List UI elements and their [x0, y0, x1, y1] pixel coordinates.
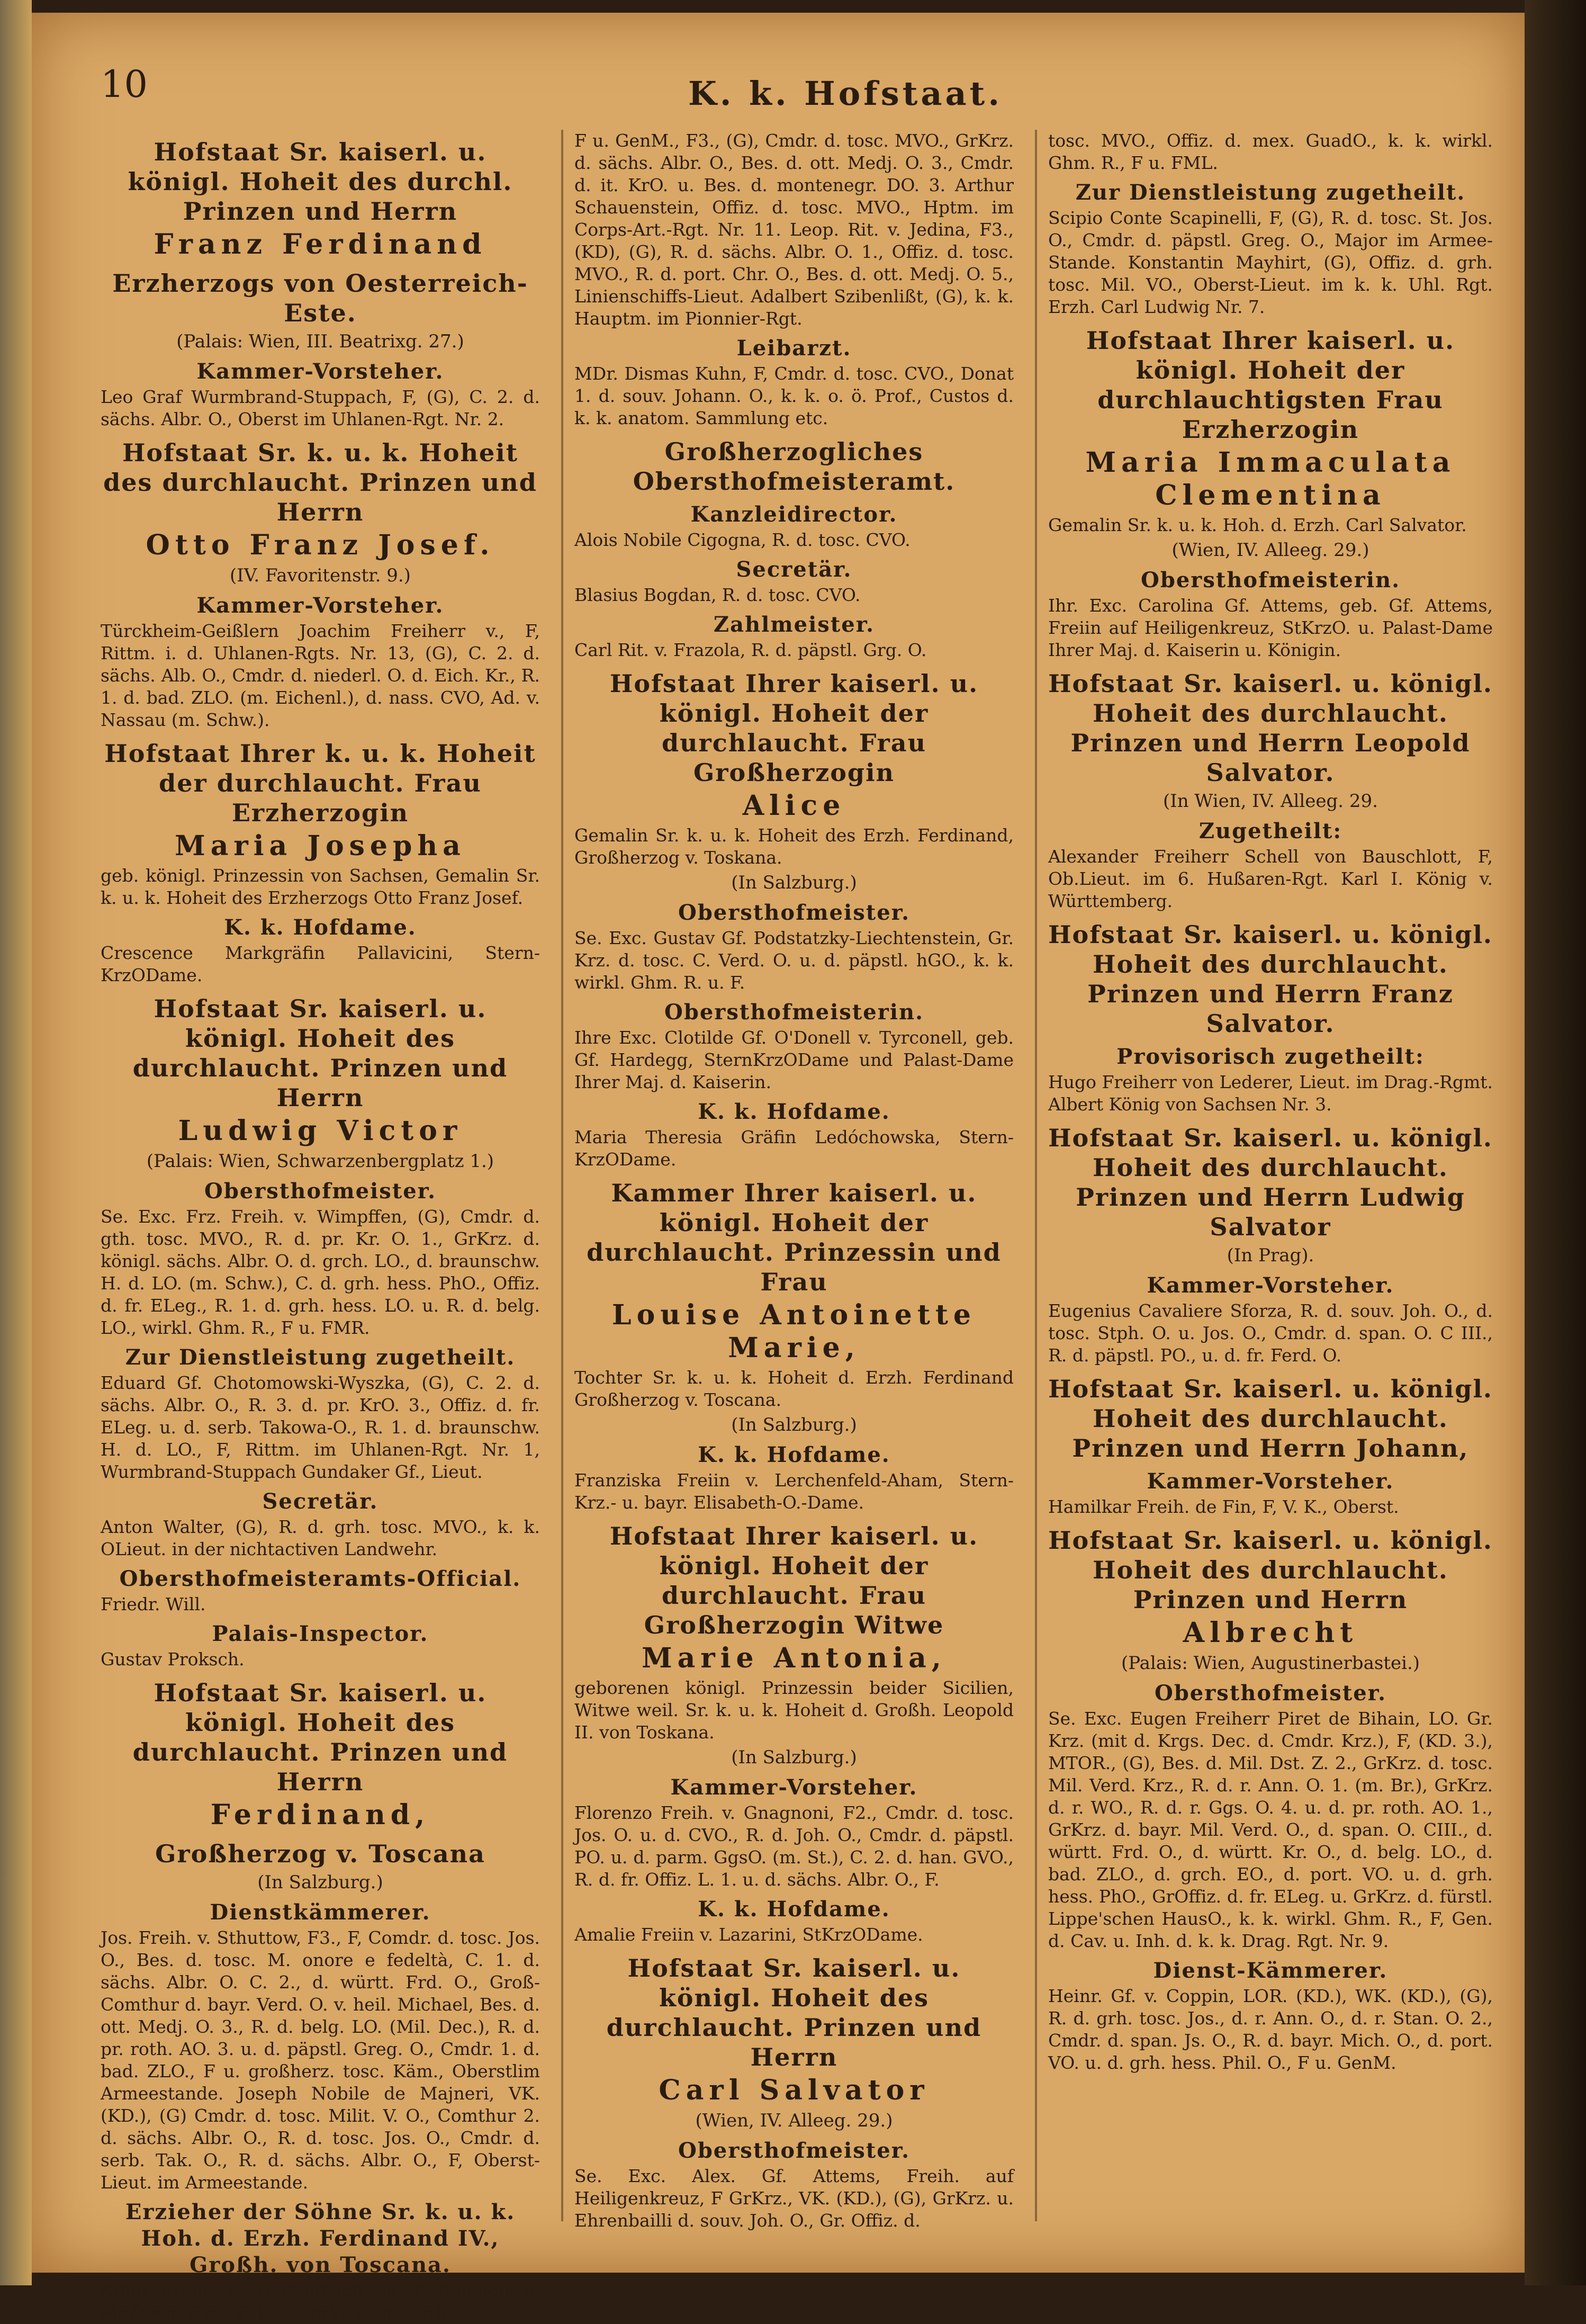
entry-text: Jos. Freih. v. Sthuttow, F3., F, Comdr. d. tosc. Jos. O., Bes. d. tosc. M. onore e fedeltà, C. 1. d. sächs. Albr. O. C. 2., d. württ. Frd. O., Groß-Comthur d. bayr. Verd. O. v. heil. Michael, Bes. d. ott. Medj. O. 3., R. d. belg. LO. (Mil. Dec.), R. d. pr. roth. AO. 3. u. d. päpstl. Greg. O., Cmdr. 1. d. bad. ZLO., F u. großherz. tosc. Käm., Oberstlim Armeestande. Joseph Nobile de Majneri, VK. (KD.), (G) Cmdr. d. tosc. Milit. V. O., Comthur 2. d. sächs. Albr. O., R. d. tosc. Jos. O., Cmdr. d. serb. Tak. O., R. d. sächs. Albr. O., F, Oberst-Lieut. im Armeestande.	[101, 1927, 540, 2193]
office-title: Obersthofmeister.	[678, 900, 911, 925]
office-title: Dienst-Kämmerer.	[1153, 1958, 1388, 1983]
section-heading: Hofstaat Ihrer kaiserl. u. königl. Hoheit der durchlaucht. Frau Großherzogin	[609, 669, 979, 787]
entry-text: MDr. Dismas Kuhn, F, Cmdr. d. tosc. CVO., Donat 1. d. souv. Johann. O., k. k. o. ö. Prof., Custos d. k. k. anatom. Sammlung etc.	[574, 363, 1014, 428]
entry-text: Se. Exc. Alex. Gf. Attems, Freih. auf Heiligenkreuz, F GrKrz., VK. (KD.), (G), GrKrz. u. Ehrenbailli d. souv. Joh. O., Gr. Offiz. d.	[574, 2166, 1014, 2231]
office-title: Kanzleidirector.	[690, 502, 898, 527]
office-title: Kammer-Vorsteher.	[196, 359, 444, 384]
office-title: Palais-Inspector.	[212, 1621, 429, 1646]
page-edge	[1525, 0, 1586, 2285]
person-name: Franz Ferdinand	[154, 228, 487, 261]
section-heading: Hofstaat Sr. kaiserl. u. königl. Hoheit des durchlaucht. Prinzen und Herrn Franz Salvator.	[1048, 920, 1493, 1038]
entry-text: Amalie Freiin v. Lazarini, StKrzODame.	[574, 1924, 923, 1945]
office-title: Zur Dienstleistung zugetheilt.	[1075, 180, 1466, 205]
page-number: 10	[101, 62, 148, 106]
address-line: (Palais: Wien, Augustinerbastei.)	[1121, 1653, 1420, 1674]
column-rule	[1035, 130, 1037, 2221]
office-title: K. k. Hofdame.	[698, 1897, 890, 1922]
entry-text: Heinr. Gf. v. Coppin, LOR. (KD.), WK. (KD.), (G), R. d. grh. tosc. Jos., d. r. Ann. O., d. r. Stan. O. 2., Cmdr. d. span. Js. O., R. d. bayr. Mich. O., d. port. VO. u. d. grh. hess. Phil. O., F u. GenM.	[1048, 1986, 1493, 2073]
entry-text: Carl Rit. v. Frazola, R. d. päpstl. Grg. O.	[574, 640, 927, 660]
section-heading: Hofstaat Ihrer kaiserl. u. königl. Hoheit der durchlaucht. Frau Großherzogin Witwe	[609, 1522, 979, 1639]
column-2	[574, 130, 1014, 2232]
person-name: Ludwig Victor	[178, 1115, 463, 1147]
entry-text: Anton Walter, (G), R. d. grh. tosc. MVO., k. k. OLieut. in der nichtactiven Landwehr.	[101, 1517, 540, 1559]
entry-text: Friedr. Will.	[101, 1594, 206, 1614]
address-line: (Palais: Wien, III. Beatrixg. 27.)	[176, 331, 464, 352]
office-title: Obersthofmeisterin.	[1141, 568, 1400, 593]
entry-text: Scipio Conte Scapinelli, F, (G), R. d. tosc. St. Jos. O., Cmdr. d. päpstl. Greg. O., Major im Armee-Stande. Konstantin Mayhirt, (G), Offiz. d. grh. tosc. Mil. VO., Oberst-Lieut. im k. k. Uhl. Rgt. Erzh. Carl Ludwig Nr. 7.	[1048, 208, 1493, 317]
address-line: (Wien, IV. Alleeg. 29.)	[1172, 540, 1369, 561]
column-rule	[561, 130, 563, 2221]
section-heading: Hofstaat Sr. kaiserl. u. königl. Hoheit des durchl. Prinzen und Herrn	[128, 138, 513, 226]
person-name: Maria Josepha	[175, 830, 466, 862]
person-name: Albrecht	[1183, 1617, 1358, 1649]
section-heading: Kammer Ihrer kaiserl. u. königl. Hoheit der durchlaucht. Prinzessin und Frau	[587, 1179, 1002, 1296]
entry-text: Ihre Exc. Clotilde Gf. O'Donell v. Tyrconell, geb. Gf. Hardegg, SternKrzODame und Palast-Dame Ihrer Maj. d. Kaiserin.	[574, 1027, 1014, 1092]
column-3	[1048, 130, 1493, 2232]
office-title: Obersthofmeisteramts-Official.	[119, 1566, 521, 1591]
entry-text: Eduard Gf. Chotomowski-Wyszka, (G), C. 2. d. sächs. Albr. O., R. 3. d. pr. KrO. 3., Offiz. d. fr. ELeg. u. d. serb. Takowa-O., R. 1. d. braunschw. H. d. LO., F, Rittm. im Uhlanen-Rgt. Nr. 1, Wurmbrand-Stuppach Gundaker Gf., Lieut.	[101, 1372, 540, 1482]
address-line: (Palais: Wien, Schwarzenbergplatz 1.)	[146, 1151, 494, 1172]
address-line: (Wien, IV. Alleeg. 29.)	[695, 2110, 893, 2131]
address-line: (In Salzburg.)	[257, 1872, 383, 1893]
office-title: Zugetheilt:	[1198, 819, 1342, 844]
section-heading: Hofstaat Sr. kaiserl. u. königl. Hoheit des durchlaucht. Prinzen und Herrn Johann,	[1048, 1375, 1493, 1462]
entry-text: Albin Freih. v. Teuffenbach zu Tiefenbach u. Maßweg, Exc., F, k. k. wirkl. Geh.-Rath,	[101, 2280, 540, 2323]
section-heading: Hofstaat Sr. kaiserl. u. königl. Hoheit des durchlaucht. Prinzen und Herrn	[132, 1679, 508, 1796]
address-line: (In Salzburg.)	[731, 872, 857, 893]
office-title: Obersthofmeister.	[1154, 1681, 1387, 1706]
entry-text: Gemalin Sr. k. u. k. Hoheit des Erzh. Ferdinand, Großherzog v. Toskana.	[574, 825, 1014, 868]
office-title: Obersthofmeister.	[204, 1179, 437, 1204]
section-heading: Hofstaat Sr. k. u. k. Hoheit des durchlaucht. Prinzen und Herrn	[103, 438, 537, 526]
office-title: K. k. Hofdame.	[698, 1442, 890, 1467]
person-name: Marie Antonia,	[642, 1642, 947, 1674]
person-name: Louise Antoinette Marie,	[612, 1299, 976, 1364]
section-heading: Hofstaat Sr. kaiserl. u. königl. Hoheit des durchlaucht. Prinzen und Herrn	[132, 994, 508, 1112]
person-name: Carl Salvator	[659, 2074, 930, 2106]
address-line: (In Salzburg.)	[731, 1747, 857, 1768]
office-title: Kammer-Vorsteher.	[1147, 1469, 1394, 1494]
entry-text: Hamilkar Freih. de Fin, F, V. K., Oberst.	[1048, 1496, 1399, 1517]
office-title: Kammer-Vorsteher.	[196, 593, 444, 618]
entry-text: Crescence Markgräfin Pallavicini, Stern-KrzODame.	[101, 943, 540, 985]
entry-text: Se. Exc. Frz. Freih. v. Wimpffen, (G), Cmdr. d. gth. tosc. MVO., R. d. pr. Kr. O. 1., GrKrz. d. königl. sächs. Albr. O. d. grch. LO., d. braunschw. H. d. LO. (m. Schw.), C. d. grh. hess. PhO., Offiz. d. fr. ELeg., R. 1. d. grh. hess. LO. u. R. d. belg. LO., wirkl. Ghm. R., F u. FMR.	[101, 1206, 540, 1338]
column-1	[101, 130, 540, 2323]
person-name: Otto Franz Josef.	[146, 529, 495, 561]
entry-text: Blasius Bogdan, R. d. tosc. CVO.	[574, 585, 861, 605]
entry-text: Florenzo Freih. v. Gnagnoni, F2., Cmdr. d. tosc. Jos. O. u. d. CVO., R. d. Joh. O., Cmdr. d. päpstl. PO. u. d. parm. GgsO. (m. St.), C. 2. d. han. GVO., R. d. fr. Offiz. L. 1. u. d. sächs. Albr. O., F.	[574, 1802, 1014, 1890]
section-heading: Erzherzogs von Oesterreich-Este.	[112, 269, 528, 327]
office-title: K. k. Hofdame.	[224, 915, 417, 940]
book-spine	[0, 0, 32, 2285]
office-title: Erzieher der Söhne Sr. k. u. k. Hoh. d. Erzh. Ferdinand IV., Großh. von Toscana.	[125, 2200, 516, 2277]
entry-text: Türckheim-Geißlern Joachim Freiherr v., F, Rittm. i. d. Uhlanen-Rgts. Nr. 13, (G), C. 2. d. sächs. Alb. O., Cmdr. d. niederl. O. d. Eich. Kr., R. 1. d. bad. ZLO. (m. Eichenl.), d. nass. CVO, Ad. v. Nassau (m. Schw.).	[101, 621, 540, 730]
entry-text: tosc. MVO., Offiz. d. mex. GuadO., k. k. wirkl. Ghm. R., F u. FML.	[1048, 130, 1493, 173]
entry-text: Hugo Freiherr von Lederer, Lieut. im Drag.-Rgmt. Albert König von Sachsen Nr. 3.	[1048, 1072, 1493, 1115]
section-heading: Hofstaat Sr. kaiserl. u. königl. Hoheit des durchlaucht. Prinzen und Herrn Leopold Salvator.	[1048, 669, 1493, 787]
address-line: (In Prag).	[1227, 1245, 1314, 1266]
office-title: K. k. Hofdame.	[698, 1099, 890, 1124]
office-title: Provisorisch zugetheilt:	[1116, 1044, 1425, 1069]
office-title: Zahlmeister.	[713, 612, 875, 637]
address-line: (In Salzburg.)	[731, 1414, 857, 1435]
entry-text: Leo Graf Wurmbrand-Stuppach, F, (G), C. 2. d. sächs. Albr. O., Oberst im Uhlanen-Rgt. Nr. 2.	[101, 387, 540, 429]
entry-text: Se. Exc. Eugen Freiherr Piret de Bihain, LO. Gr. Krz. (mit d. Krgs. Dec. d. Cmdr. Krz.), F, (KD. 3.), MTOR., (G), Bes. d. Mil. Dst. Z. 2., GrKrz. d. tosc. Mil. Verd. Krz., R. d. r. Ann. O. 1. (m. Br.), GrKrz. d. r. WO., R. d. r. Ggs. O. 4. u. d. pr. roth. AO. 1., GrKrz. d. bayr. Mil. Verd. O., d. span. O. CIII., d. württ. Frd. O., d. württ. Kr. O., d. belg. LO., d. bad. ZLO., d. grch. EO., d. port. VO. u. d. grh. hess. PhO., GrOffiz. d. fr. ELeg. u. GrKrz. d. fürstl. Lippe'schen HausO., k. k. wirkl. Ghm. R., F, Gen. d. Cav. u. Inh. d. k. k. Drag. Rgt. Nr. 9.	[1048, 1708, 1493, 1951]
entry-text: geborenen königl. Prinzessin beider Sicilien, Witwe weil. Sr. k. u. k. Hoheit d. Großh. Leopold II. von Toskana.	[574, 1677, 1014, 1743]
running-head: K. k. Hofstaat.	[688, 74, 1003, 113]
entry-text: geb. königl. Prinzessin von Sachsen, Gemalin Sr. k. u. k. Hoheit des Erzherzogs Otto Franz Josef.	[101, 865, 540, 908]
section-heading: Hofstaat Sr. kaiserl. u. königl. Hoheit des durchlaucht. Prinzen und Herrn	[606, 1954, 982, 2071]
address-line: (IV. Favoritenstr. 9.)	[230, 565, 411, 586]
entry-text: Alois Nobile Cigogna, R. d. tosc. CVO.	[574, 530, 911, 550]
section-heading: Hofstaat Sr. kaiserl. u. königl. Hoheit des durchlaucht. Prinzen und Herrn	[1048, 1526, 1493, 1614]
entry-text: Ihr. Exc. Carolina Gf. Attems, geb. Gf. Attems, Freiin auf Heiligenkreuz, StKrzO. u. Palast-Dame Ihrer Maj. d. Kaiserin u. Königin.	[1048, 595, 1493, 660]
entry-text: Se. Exc. Gustav Gf. Podstatzky-Liechtenstein, Gr. Krz. d. tosc. C. Verd. O. u. d. päpstl. hGO., k. k. wirkl. Ghm. R. u. F.	[574, 928, 1014, 993]
section-heading: Großherzogliches Obersthofmeisteramt.	[633, 437, 956, 496]
entry-text: Franziska Freiin v. Lerchenfeld-Aham, Stern-Krz.- u. bayr. Elisabeth-O.-Dame.	[574, 1470, 1014, 1513]
person-name: Ferdinand,	[210, 1799, 430, 1831]
section-heading: Hofstaat Ihrer k. u. k. Hoheit der durchlaucht. Frau Erzherzogin	[104, 739, 536, 827]
section-heading: Hofstaat Sr. kaiserl. u. königl. Hoheit des durchlaucht. Prinzen und Herrn Ludwig Salvator	[1048, 1124, 1493, 1241]
office-title: Zur Dienstleistung zugetheilt.	[125, 1345, 516, 1370]
address-line: (In Wien, IV. Alleeg. 29.	[1163, 791, 1378, 812]
entry-text: Gustav Proksch.	[101, 1649, 245, 1670]
section-heading: Großherzog v. Toscana	[155, 1840, 485, 1868]
entry-text: Eugenius Cavaliere Sforza, R. d. souv. Joh. O., d. tosc. Stph. O. u. Jos. O., Cmdr. d. span. O. C III., R. d. päpstl. PO., u. d. fr. Ferd. O.	[1048, 1300, 1493, 1366]
person-name: Alice	[742, 789, 846, 822]
person-name: Maria Immaculata Clementina	[1085, 446, 1456, 512]
office-title: Secretär.	[262, 1489, 379, 1514]
entry-text: Maria Theresia Gräfin Ledóchowska, Stern-KrzODame.	[574, 1127, 1014, 1170]
office-title: Dienstkämmerer.	[210, 1900, 431, 1925]
office-title: Kammer-Vorsteher.	[670, 1775, 918, 1800]
entry-text: Tochter Sr. k. u. k. Hoheit d. Erzh. Ferdinand Großherzog v. Toscana.	[574, 1367, 1014, 1410]
office-title: Kammer-Vorsteher.	[1147, 1273, 1394, 1298]
office-title: Obersthofmeisterin.	[664, 1000, 924, 1025]
office-title: Leibarzt.	[736, 336, 852, 361]
entry-text: Gemalin Sr. k. u. k. Hoh. d. Erzh. Carl Salvator.	[1048, 515, 1467, 535]
section-heading: Hofstaat Ihrer kaiserl. u. königl. Hoheit der durchlauchtigsten Frau Erzherzogin	[1086, 326, 1455, 444]
entry-text: Alexander Freiherr Schell von Bauschlott, F, Ob.Lieut. im 6. Hußaren-Rgt. Karl I. König v. Württemberg.	[1048, 846, 1493, 911]
office-title: Obersthofmeister.	[678, 2138, 911, 2163]
entry-text: F u. GenM., F3., (G), Cmdr. d. tosc. MVO., GrKrz. d. sächs. Albr. O., Bes. d. ott. Medj. O. 3., Cmdr. d. it. KrO. u. Bes. d. montenegr. DO. 3. Arthur Schauenstein, Offiz. d. tosc. MVO., Hptm. im Corps-Art.-Rgt. Nr. 11. Leop. Rit. v. Jedina, F3., (KD), (G), R. d. sächs. Albr. O. 1., Offiz. d. tosc. MVO., R. d. port. Chr. O., Bes. d. ott. Medj. O. 5., Linienschiffs-Lieut. Adalbert Szibenlißt, (G), k. k. Hauptm. im Pionnier-Rgt.	[574, 130, 1014, 329]
office-title: Secretär.	[736, 557, 852, 582]
